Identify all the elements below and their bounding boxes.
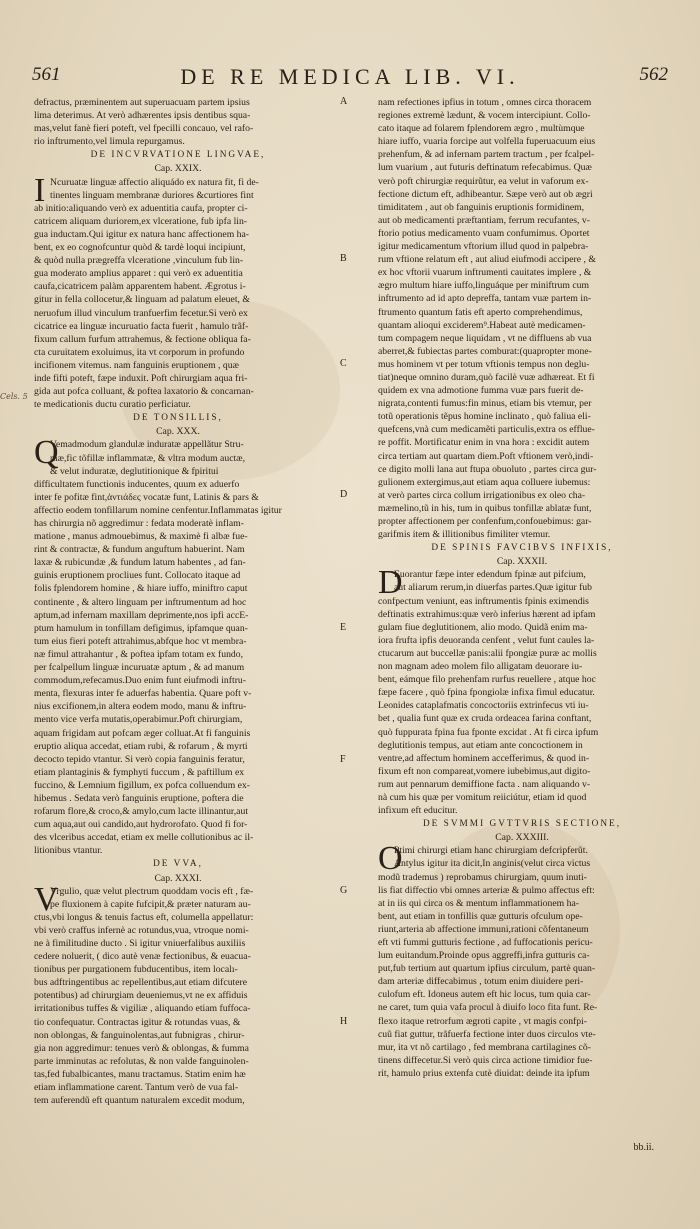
paragraph xyxy=(378,564,666,817)
text-line: vbi verò craffus infernè ac rotundus,vua, vtroque nomi- xyxy=(34,924,249,936)
text-line: bent, ex eo cognofcuntur quòd & tardè loqui incipiunt, xyxy=(34,242,246,254)
text-line: prehenfum, & ad infernam partem tractum , per fcalpel- xyxy=(378,149,595,161)
text-line: Vemadmodum glandulæ induratæ appellãtur Stru- xyxy=(50,439,244,451)
text-line: menta, flexuras inter fe aduerfas habentia. Quare poft v- xyxy=(34,688,252,700)
text-line: put,fub tertium aut quartum ipfius circulum, partè quan- xyxy=(378,963,596,975)
text-line: inftrumento ad id apto depreffa, tantam vuæ partem in- xyxy=(378,293,592,305)
text-line: decocto tepido vtantur. Si verò copia fanguinis feratur, xyxy=(34,753,245,765)
text-line: Leonides cataplafmatis concoctoriis extrinfecus vti iu- xyxy=(378,700,589,712)
drop-cap: I xyxy=(34,171,46,209)
text-line: & velut induratæ, deglutitionique & fpiritui xyxy=(50,465,219,477)
text-line: rum aut pennarum demiffione facta . nam aliquando v- xyxy=(378,778,591,790)
text-line: cicatrice ea linguæ incuruatio facta fuerit , hamulo trãf- xyxy=(34,320,249,332)
text-line: lis fiat diffectio vbi omnes arteriæ & pulmo affectus eft: xyxy=(378,884,595,896)
text-line: næ fimul attrahantur , & poftea ipfam totam ex fundo, xyxy=(34,648,244,660)
text-line: bent, aut etiam in tonfillis quæ gutturis ofculum ope- xyxy=(378,910,583,922)
running-title: DE RE MEDICA LIB. VI. xyxy=(180,64,520,89)
text-line: tas,fed fubalbicantes, manu tractamus. Statim enim hæ xyxy=(34,1068,246,1080)
text-line: fæpe facere , quò fpina fpongiolæ infixa fimul educatur. xyxy=(378,687,595,699)
text-line: bet , qualia funt quæ ex cruda ordeacea farina conftant, xyxy=(378,713,592,725)
running-header xyxy=(32,64,668,94)
chapter-number: Cap. XXXII. xyxy=(496,556,548,568)
text-line: modũ trademus ) reprobamus chirurgiam, quum inuti- xyxy=(378,871,587,883)
text-line: difficultatem functionis inducentes, quum ex aduerfo xyxy=(34,478,240,490)
margin-letter: A xyxy=(340,96,348,107)
text-line: ventre,ad affectum hominem accefferimus, & quod in- xyxy=(378,752,590,764)
text-line: nà cum his quæ per vomitum reiiciútur, etiam id quod xyxy=(378,791,587,803)
intro-paragraph xyxy=(34,96,322,148)
text-line: etiam plantaginis & fymphyti fuccum , & paftillum ex xyxy=(34,766,245,778)
text-line: rit, hamulo prius extenfa cutè diuidat: deinde ita ipfum xyxy=(378,1067,590,1079)
chapter-body xyxy=(34,434,322,857)
text-line: flexo itaque retrorfum ægroti capite , vt magis confpi- xyxy=(378,1015,588,1027)
text-line: tinens diffecetur.Si verò quis circa actione timidior fue- xyxy=(378,1054,593,1066)
text-line: eruptio aliqua accedat, etiam rubi, & rofarum , & myrti xyxy=(34,740,248,752)
paragraph xyxy=(378,840,666,1080)
text-line: neruofum illud vinculum tranfuerfim fecetur.Si verò ex xyxy=(34,307,248,319)
section-heading: DE TONSILLIS, xyxy=(133,413,223,424)
text-line: gulam fiue deglutitionem, alio modo. Quidã enim ma- xyxy=(378,621,588,633)
text-line: Ptimi chirurgi etiam hanc chirurgiam defcripferũt. xyxy=(394,845,588,857)
text-line: quidem ex vna admotione fumma vuæ pars fuerit de- xyxy=(378,385,584,397)
text-line: rum vftione relatum eft , aut aliud eiufmodi accipere , & xyxy=(378,254,596,266)
text-line: mæmelino,tũ in his, tum in quibus tonfillæ ablatæ funt, xyxy=(378,502,592,514)
text-line: commodum,refecamus.Duo enim funt eiufmodi inftru- xyxy=(34,675,246,687)
text-line: at verò partes circa collum irrigationibus ex oleo cha- xyxy=(378,489,586,501)
signature-mark: bb.ii. xyxy=(633,1142,654,1153)
right-column xyxy=(378,96,666,1080)
paragraph xyxy=(34,880,322,1108)
text-line: tionibus per purgationem fubducentibus, item localı- xyxy=(34,964,238,976)
text-line: tio confequatur. Contractas igitur & rotundas vuas, & xyxy=(34,1016,241,1028)
text-line: lima deterimus. At verò adhærentes ipsis dentibus squa- xyxy=(34,110,251,122)
text-line: garifmis item & illitionibus fimiliter vtemur. xyxy=(378,529,551,541)
text-line: quefcens,vnà cum medicamẽti particulis,extra os efflue- xyxy=(378,424,595,436)
text-line: nigrata,contenti fumus:fin minus, etiam bis vtemur, per xyxy=(378,398,592,410)
text-line: nius excifionem,in altera eodem modo, manu & inftru- xyxy=(34,701,247,713)
drop-cap: Q xyxy=(34,434,59,472)
text-line: confpectum veniunt, eas inftrumentis fpinis eximendis xyxy=(378,595,589,607)
chapter-body xyxy=(34,171,322,412)
text-line: irritationibus tuffes & vigiliæ , aliquando etiam fuffoca- xyxy=(34,1003,251,1015)
text-line: potentibus) ad chirurgiam deueniemus,vt ne ex affiduis xyxy=(34,990,248,1002)
text-line: tinentes linguam membranæ duriores &curtiores fint xyxy=(50,189,254,201)
chapter-number: Cap. XXIX. xyxy=(154,163,202,175)
text-line: eft vti fummi gutturis fectione , ad fuffocationis pericu- xyxy=(378,937,593,948)
text-line: igitur medicamentum vftorium illud quod in palpebra- xyxy=(378,241,589,253)
text-line: caufa,cicatricem palàm apparentem habent. Ægrotus i- xyxy=(34,281,246,293)
text-line: cedere noluerit, ( dico autè venæ fectionibus, & euacua- xyxy=(34,951,251,963)
chapter-number: Cap. XXX. xyxy=(156,426,200,438)
text-line: te medicationis ductu curatio perficiatur. xyxy=(34,399,191,411)
text-line: ctus,vbi longus & tenuis factus eft, columella appellatur: xyxy=(34,911,254,923)
text-line: non magnam adeo molem filo alligatam deuorare iu- xyxy=(378,661,583,673)
drop-cap: D xyxy=(378,564,403,602)
text-line: etiam inflammatione carent. Tantum verò de vua fal- xyxy=(34,1082,239,1094)
text-line: ce digito molli lana aut ftupa obuoluto , partes circa gur- xyxy=(378,463,597,475)
text-line: tum compagem neque liquidam , vt ne diffluens ab vua xyxy=(378,332,592,344)
text-line: cuũ fiat guttur, trãfuerfa fectione inter duos circulos vte- xyxy=(378,1028,596,1040)
text-line: ne caret, tum quia vafa procul à diuifo loco fita funt. Re- xyxy=(378,1002,598,1014)
text-line: bent, eámque filo prehenfam rurfus reuellere , atque hoc xyxy=(378,674,596,686)
paragraph xyxy=(34,171,322,412)
text-line: has chirurgia nõ aggredimur : fedata moderatè inflam- xyxy=(34,518,244,529)
text-line: aberret,& fubiectas partes comburat:(quapropter mone- xyxy=(378,345,592,357)
text-line: gulionem extergimus,aut etiam aqua colluere iubemus: xyxy=(378,476,591,488)
text-line: cta curuitatem exoluimus, ita vt corporum in profundo xyxy=(34,346,245,358)
text-line: parte imminutas ac refolutas, & non valde fanguinolen- xyxy=(34,1055,249,1067)
section-heading: DE INCVRVATIONE LINGVAE, xyxy=(90,150,266,161)
text-line: Euorantur fæpe inter edendum fpinæ aut pifcium, xyxy=(394,569,586,581)
text-line: ftrumento quantum fatis eft aperto comprehendimus, xyxy=(378,306,583,318)
text-line: gua moderato amplius apparet : qui verò ex aduentitia xyxy=(34,268,243,280)
intro-paragraph xyxy=(378,96,666,541)
margin-letter: D xyxy=(340,489,348,500)
chapter-number: Cap. XXXIII. xyxy=(495,832,549,844)
margin-letter: G xyxy=(340,885,348,896)
section-heading: DE SVMMI GVTTVRIS SECTIONE, xyxy=(422,819,622,830)
text-line: cum aqua,aut oui candido,aut hydrorofato. Quod fi for- xyxy=(34,819,248,831)
text-line: re poffit. Mortificatur enim in vna hora : excidit autem xyxy=(378,437,590,449)
text-line: lum vuarium , aut futuris deftinatum refecabimus. Quæ xyxy=(378,162,592,174)
text-line: catricem aliquam duriorem,ex vlceratione, fub ipfa lin- xyxy=(34,215,248,227)
text-line: nam refectiones ipfius in totum , omnes circa thoracem xyxy=(378,97,592,108)
text-line: at in iis qui circa os & mentum inflammationem ha- xyxy=(378,897,579,909)
text-line: folis fplendorem homine , & hiare iuffo, miniftro caput xyxy=(34,583,248,595)
text-line: iora frufta ipfis deuoranda cenfent , velut funt caules la- xyxy=(378,634,595,646)
text-line: laxæ & rubicundæ ,& fundum latum habentes , ad fan- xyxy=(34,557,246,569)
left-column xyxy=(34,96,322,1107)
page-number-left: 561 xyxy=(32,64,61,85)
chapter-body xyxy=(378,840,666,1080)
margin-letter: B xyxy=(340,253,347,264)
text-line: rint & contractæ, & fundum anguftum habuerint. Nam xyxy=(34,544,245,556)
chapter-body xyxy=(34,880,322,1108)
text-line: lum euitandum.Proinde opus aggreffi,infra gutturis ca- xyxy=(378,950,590,962)
section-heading: DE VVA, xyxy=(153,859,203,870)
text-line: fixum eft non compareat,vomere iubebimus,aut digito- xyxy=(378,765,591,777)
text-line: dam arteriæ diffecabimus , totum enim diuidere peri- xyxy=(378,976,584,988)
text-line: aptum,ad infernam maxillam deprimente,nos ipfi accE- xyxy=(34,609,249,621)
text-line: & quòd nulla prægreffa vlceratione ,vinculum fub lin- xyxy=(34,255,244,267)
text-line: gia non aggredimur: tenues verò & oblongas, & fumma xyxy=(34,1042,249,1054)
margin-annotation: Cels. 5 xyxy=(0,392,28,401)
text-line: fuccino, & Lemnium figillum, ex pofca colluendum ex- xyxy=(34,779,251,791)
text-line: inter fe pofitæ fint,ἀντιάδες vocatæ funt, Latinis & pars & xyxy=(34,491,259,503)
text-line: fixum callum furfum attrahemus, & fectione obliqua fa- xyxy=(34,333,251,345)
text-line: inde fifti poteft, fæpe induxit. Poft chirurgiam aqua fri- xyxy=(34,372,248,384)
drop-cap: O xyxy=(378,840,403,878)
text-line: continente , & altero linguam per inftrumentum ad hoc xyxy=(34,596,247,608)
text-line: mas,velut fanè fieri poteft, vel fpecilli concauo, vel rafo- xyxy=(34,123,254,135)
text-line: aut aliarum rerum,in diuerfas partes.Quæ igitur fub xyxy=(394,582,592,594)
text-line: defractus, præminentem aut superuacuam partem ipsius xyxy=(34,97,250,108)
chapter-body xyxy=(378,564,666,817)
text-line: incifionem vitemus. nam fanguinis eruptionem , quæ xyxy=(34,359,240,371)
text-line: regiones extremè lædunt, & vocem intercipiunt. Collo- xyxy=(378,110,591,122)
text-line: verò poft chirurgiæ requirũtur, ea velut in vaforum ex- xyxy=(378,175,589,187)
margin-letter: F xyxy=(340,754,346,765)
text-line: riunt,arteria ab affectione immuni,rationi cõfentaneum xyxy=(378,923,589,935)
text-line: propter affectionem per confenfum,confouebimus: gar- xyxy=(378,516,592,527)
text-line: tem auferendũ eft quantum naturalem excedit modum, xyxy=(34,1095,245,1107)
section-heading: DE SPINIS FAVCIBVS INFIXIS, xyxy=(431,543,613,554)
chapter-number: Cap. XXXI. xyxy=(154,872,202,884)
text-line: ptum hamulum in tonfillam defigimus, ipfamque quan- xyxy=(34,622,248,634)
text-line: Vrgulio, quæ velut plectrum quoddam vocis eft , fæ- xyxy=(50,885,254,897)
text-line: litionibus vtantur. xyxy=(34,845,103,857)
margin-letter: C xyxy=(340,358,347,369)
text-line: mus hominem vt per totum vftionis tempus non deglu- xyxy=(378,358,590,370)
page-number-right: 562 xyxy=(639,64,668,85)
text-line: des vlceribus accedat, etiam ex melle collutionibus ac il- xyxy=(34,832,254,844)
text-line: timiditatem , aut ob fanguinis eruptionis formidinem, xyxy=(378,201,585,213)
text-line: Ncuruatæ linguæ affectio aliquádo ex natura fit, fi de- xyxy=(50,176,259,188)
text-line: deglutitionis tempus, aut etiam ante concoctionem in xyxy=(378,739,583,751)
text-line: gua inductam.Qui igitur ex natura hanc affectionem ha- xyxy=(34,228,250,240)
text-line: quantam alioqui exciderem⁹.Habeat autè medicamen- xyxy=(378,319,586,331)
paragraph xyxy=(34,434,322,857)
text-line: ex hoc vftorii vuarum inftrumenti cauitates implere , & xyxy=(378,267,592,279)
text-line: affectio eodem tonfillarum nomine cenfentur.Inflammatas igitur xyxy=(34,504,282,516)
text-line: culofum eft. Idoneus autem eft hic locus, tum quia car- xyxy=(378,989,591,1001)
text-line: circa tertiam aut quartam diem.Poft vftionem verò,indi- xyxy=(378,450,594,462)
text-line: per fcalpellum linguæ incuruatæ aptum , & ad manum xyxy=(34,662,245,674)
text-line: infixum eft educitur. xyxy=(378,805,458,817)
text-line: mæ,fic tõfillæ inflammatæ, & vltra modum auctæ, xyxy=(50,452,246,464)
text-line: rio inftrumento,vel limula repurgamus. xyxy=(34,136,185,148)
text-line: totũ operationis tẽpus homine inclinato , quò faliua eli- xyxy=(378,411,591,423)
text-line: bus adftringentibus ac repellentibus,aut etiam difcutere xyxy=(34,977,248,989)
text-line: guinis eruptionem procliues funt. Collocato itaque ad xyxy=(34,570,241,582)
text-line: gida aut pofca colluant, & poftea laxatorio & concarnan- xyxy=(34,386,254,398)
text-line: non oblongas, & fanguinolentas,aut fubnigras , chirur- xyxy=(34,1029,245,1041)
text-line: rofarum flore,& croco,& amylo,cum lacte illinantur,aut xyxy=(34,806,249,818)
text-line: gitur in fella collocetur,& linguam ad palatum eleuet, & xyxy=(34,294,250,306)
text-line: cato itaque ad folarem fplendorem ægro , multùmque xyxy=(378,123,585,135)
text-line: tum eius fieri poteft attrahimus,abfque hoc vt membra- xyxy=(34,635,247,647)
text-line: quò fuppurata fpina fua fponte excidat . At fi circa ipfum xyxy=(378,726,599,738)
drop-cap: V xyxy=(34,880,59,918)
text-line: pe fluxionem à capite fufcipit,& præter naturam au- xyxy=(50,898,251,910)
text-line: aquam frigidam aut pofcam æger colluat.At fi fanguinis xyxy=(34,727,251,739)
text-line: mur, ita vt nõ cartilago , fed membrana cartilagines cõ- xyxy=(378,1041,591,1053)
text-line: Antylus igitur ita dicit,In anginis(velut circa victus xyxy=(394,858,591,870)
margin-letter: E xyxy=(340,622,347,633)
text-line: deftinatis extrahimus:quæ verò inferius hærent ad ipfam xyxy=(378,608,596,620)
text-line: hiare iuffo, vuaria forcipe aut volfella fuperuacuum eius xyxy=(378,136,596,148)
text-line: ctucarum aut buccellæ panis:alii fpongiæ puræ ac mollis xyxy=(378,647,597,659)
text-line: mento vice verfa mutatis,operabimur.Poft chirurgiam, xyxy=(34,714,243,726)
text-line: fectione dictum eft, adhibeantur. Sæpe verò aut ob ægri xyxy=(378,188,593,200)
text-line: ægro multum hiare iuffo,linguáque per miniftrum cum xyxy=(378,280,590,292)
text-line: ne à fimilitudine ducto . Si igitur vniuerfalibus auxiliis xyxy=(34,938,246,949)
text-line: ftorio potius medicamento vuam confumimus. Oportet xyxy=(378,227,590,239)
text-line: hibemus . Sedata verò fanguinis eruptione, poftera die xyxy=(34,792,244,804)
text-line: matione , manus admouebimus, & maximè fi albæ fue- xyxy=(34,531,248,543)
text-line: tiat)neque omnino duram,quò facilè vuæ adhæreat. Et fi xyxy=(378,371,595,383)
text-line: aut ob medicamenti præftantiam, ferrum recufantes, v- xyxy=(378,214,590,226)
text-line: ab initio:aliquando verò ex aduentitia caufa, propter ci- xyxy=(34,202,248,214)
margin-letter: H xyxy=(340,1016,348,1027)
